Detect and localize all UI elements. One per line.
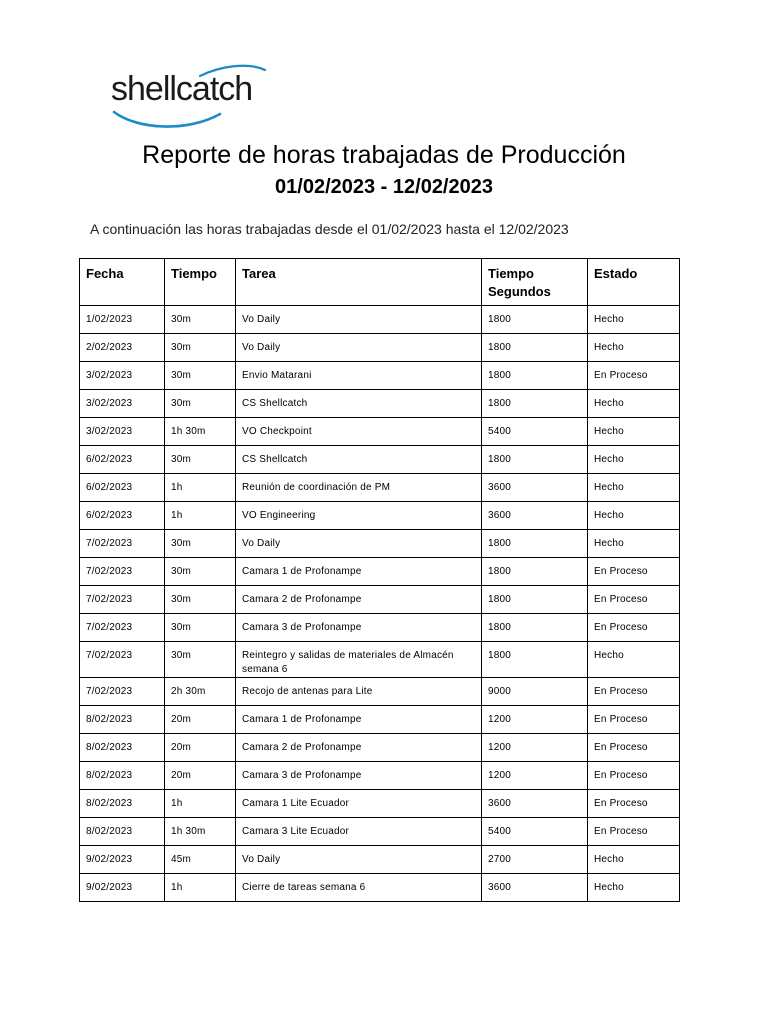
cell-segundos: 1800 bbox=[482, 390, 588, 418]
header-segundos-line1: Tiempo bbox=[488, 266, 534, 281]
cell-tiempo: 1h 30m bbox=[165, 818, 236, 846]
header-fecha: Fecha bbox=[80, 259, 165, 306]
header-tiempo-segundos bbox=[482, 259, 588, 306]
table-row bbox=[80, 586, 680, 614]
cell-segundos: 1800 bbox=[482, 614, 588, 642]
cell-tarea: VO Engineering bbox=[236, 502, 482, 530]
cell-fecha: 6/02/2023 bbox=[80, 446, 165, 474]
table-row bbox=[80, 642, 680, 678]
cell-tarea: Camara 1 Lite Ecuador bbox=[236, 790, 482, 818]
cell-tarea: Recojo de antenas para Lite bbox=[236, 678, 482, 706]
cell-fecha: 6/02/2023 bbox=[80, 502, 165, 530]
cell-tarea: Camara 3 de Profonampe bbox=[236, 762, 482, 790]
cell-segundos: 1800 bbox=[482, 306, 588, 334]
cell-segundos: 1800 bbox=[482, 586, 588, 614]
table-row bbox=[80, 306, 680, 334]
cell-fecha: 7/02/2023 bbox=[80, 558, 165, 586]
cell-fecha: 9/02/2023 bbox=[80, 846, 165, 874]
table-row bbox=[80, 762, 680, 790]
cell-estado: En Proceso bbox=[588, 678, 680, 706]
cell-segundos: 1800 bbox=[482, 446, 588, 474]
cell-tarea: Reintegro y salidas de materiales de Almacén semana 6 bbox=[236, 642, 482, 678]
header-estado: Estado bbox=[588, 259, 680, 306]
cell-tiempo: 30m bbox=[165, 306, 236, 334]
cell-estado: En Proceso bbox=[588, 362, 680, 390]
cell-tarea: CS Shellcatch bbox=[236, 446, 482, 474]
cell-tiempo: 20m bbox=[165, 706, 236, 734]
cell-estado: Hecho bbox=[588, 642, 680, 678]
cell-tarea: Camara 2 de Profonampe bbox=[236, 586, 482, 614]
cell-estado: Hecho bbox=[588, 846, 680, 874]
cell-fecha: 7/02/2023 bbox=[80, 530, 165, 558]
table-row bbox=[80, 334, 680, 362]
cell-fecha: 2/02/2023 bbox=[80, 334, 165, 362]
cell-estado: En Proceso bbox=[588, 586, 680, 614]
cell-estado: En Proceso bbox=[588, 614, 680, 642]
cell-estado: En Proceso bbox=[588, 706, 680, 734]
table-header-row bbox=[80, 259, 680, 306]
table-row bbox=[80, 678, 680, 706]
cell-tiempo: 20m bbox=[165, 734, 236, 762]
cell-tarea: Vo Daily bbox=[236, 530, 482, 558]
cell-estado: Hecho bbox=[588, 334, 680, 362]
cell-fecha: 3/02/2023 bbox=[80, 362, 165, 390]
cell-fecha: 7/02/2023 bbox=[80, 642, 165, 678]
cell-tiempo: 1h bbox=[165, 502, 236, 530]
cell-tarea: Envio Matarani bbox=[236, 362, 482, 390]
table-row bbox=[80, 390, 680, 418]
cell-fecha: 9/02/2023 bbox=[80, 874, 165, 902]
cell-fecha: 8/02/2023 bbox=[80, 790, 165, 818]
cell-segundos: 9000 bbox=[482, 678, 588, 706]
cell-estado: En Proceso bbox=[588, 762, 680, 790]
cell-tiempo: 2h 30m bbox=[165, 678, 236, 706]
cell-estado: Hecho bbox=[588, 874, 680, 902]
cell-segundos: 1800 bbox=[482, 362, 588, 390]
cell-segundos: 1800 bbox=[482, 558, 588, 586]
cell-tiempo: 30m bbox=[165, 642, 236, 678]
cell-estado: Hecho bbox=[588, 306, 680, 334]
table-row bbox=[80, 362, 680, 390]
cell-tarea: Camara 3 de Profonampe bbox=[236, 614, 482, 642]
table-row bbox=[80, 614, 680, 642]
table-row bbox=[80, 818, 680, 846]
cell-estado: Hecho bbox=[588, 418, 680, 446]
cell-segundos: 2700 bbox=[482, 846, 588, 874]
cell-tiempo: 45m bbox=[165, 846, 236, 874]
cell-tarea: VO Checkpoint bbox=[236, 418, 482, 446]
table-row bbox=[80, 502, 680, 530]
cell-tarea: Cierre de tareas semana 6 bbox=[236, 874, 482, 902]
report-date-range: 01/02/2023 - 12/02/2023 bbox=[275, 176, 493, 198]
table-row bbox=[80, 418, 680, 446]
table-row bbox=[80, 846, 680, 874]
table-row bbox=[80, 474, 680, 502]
cell-tarea: Reunión de coordinación de PM bbox=[236, 474, 482, 502]
header-tarea: Tarea bbox=[236, 259, 482, 306]
cell-estado: Hecho bbox=[588, 530, 680, 558]
cell-tiempo: 1h bbox=[165, 474, 236, 502]
cell-fecha: 6/02/2023 bbox=[80, 474, 165, 502]
cell-estado: Hecho bbox=[588, 390, 680, 418]
cell-fecha: 8/02/2023 bbox=[80, 706, 165, 734]
cell-tarea: CS Shellcatch bbox=[236, 390, 482, 418]
header-tiempo: Tiempo bbox=[165, 259, 236, 306]
cell-estado: En Proceso bbox=[588, 558, 680, 586]
cell-tarea: Camara 2 de Profonampe bbox=[236, 734, 482, 762]
cell-segundos: 5400 bbox=[482, 418, 588, 446]
intro-paragraph: A continuación las horas trabajadas desde el 01/02/2023 hasta el 12/02/2023 bbox=[90, 221, 569, 237]
cell-fecha: 7/02/2023 bbox=[80, 614, 165, 642]
cell-tiempo: 30m bbox=[165, 334, 236, 362]
cell-fecha: 7/02/2023 bbox=[80, 586, 165, 614]
hours-table bbox=[79, 258, 680, 902]
cell-tiempo: 20m bbox=[165, 762, 236, 790]
cell-tiempo: 30m bbox=[165, 390, 236, 418]
cell-fecha: 3/02/2023 bbox=[80, 390, 165, 418]
cell-fecha: 8/02/2023 bbox=[80, 762, 165, 790]
cell-tiempo: 1h bbox=[165, 790, 236, 818]
cell-estado: Hecho bbox=[588, 502, 680, 530]
table-row bbox=[80, 706, 680, 734]
header-segundos-line2: Segundos bbox=[488, 284, 551, 299]
cell-estado: En Proceso bbox=[588, 818, 680, 846]
cell-segundos: 1800 bbox=[482, 334, 588, 362]
report-title: Reporte de horas trabajadas de Producción bbox=[142, 141, 626, 169]
cell-estado: Hecho bbox=[588, 474, 680, 502]
table-row bbox=[80, 790, 680, 818]
cell-tarea: Vo Daily bbox=[236, 334, 482, 362]
cell-tarea: Camara 3 Lite Ecuador bbox=[236, 818, 482, 846]
cell-estado: En Proceso bbox=[588, 734, 680, 762]
table-row bbox=[80, 734, 680, 762]
logo-text: shellcatch bbox=[111, 70, 253, 108]
cell-segundos: 1200 bbox=[482, 762, 588, 790]
cell-tarea: Camara 1 de Profonampe bbox=[236, 706, 482, 734]
cell-tiempo: 1h bbox=[165, 874, 236, 902]
table-row bbox=[80, 530, 680, 558]
cell-tarea: Vo Daily bbox=[236, 846, 482, 874]
cell-segundos: 3600 bbox=[482, 790, 588, 818]
cell-segundos: 3600 bbox=[482, 502, 588, 530]
cell-estado: Hecho bbox=[588, 446, 680, 474]
cell-fecha: 3/02/2023 bbox=[80, 418, 165, 446]
cell-fecha: 1/02/2023 bbox=[80, 306, 165, 334]
cell-fecha: 8/02/2023 bbox=[80, 818, 165, 846]
shellcatch-logo bbox=[108, 62, 273, 132]
cell-tiempo: 30m bbox=[165, 614, 236, 642]
cell-estado: En Proceso bbox=[588, 790, 680, 818]
cell-tiempo: 30m bbox=[165, 362, 236, 390]
cell-tiempo: 30m bbox=[165, 530, 236, 558]
cell-segundos: 3600 bbox=[482, 874, 588, 902]
table-row bbox=[80, 874, 680, 902]
table-row bbox=[80, 558, 680, 586]
cell-tiempo: 1h 30m bbox=[165, 418, 236, 446]
cell-tarea: Camara 1 de Profonampe bbox=[236, 558, 482, 586]
cell-tiempo: 30m bbox=[165, 586, 236, 614]
cell-tiempo: 30m bbox=[165, 558, 236, 586]
cell-segundos: 1200 bbox=[482, 734, 588, 762]
table-row bbox=[80, 446, 680, 474]
cell-segundos: 1200 bbox=[482, 706, 588, 734]
cell-segundos: 1800 bbox=[482, 642, 588, 678]
cell-tarea: Vo Daily bbox=[236, 306, 482, 334]
cell-tiempo: 30m bbox=[165, 446, 236, 474]
cell-segundos: 5400 bbox=[482, 818, 588, 846]
cell-fecha: 7/02/2023 bbox=[80, 678, 165, 706]
cell-segundos: 3600 bbox=[482, 474, 588, 502]
cell-segundos: 1800 bbox=[482, 530, 588, 558]
cell-fecha: 8/02/2023 bbox=[80, 734, 165, 762]
